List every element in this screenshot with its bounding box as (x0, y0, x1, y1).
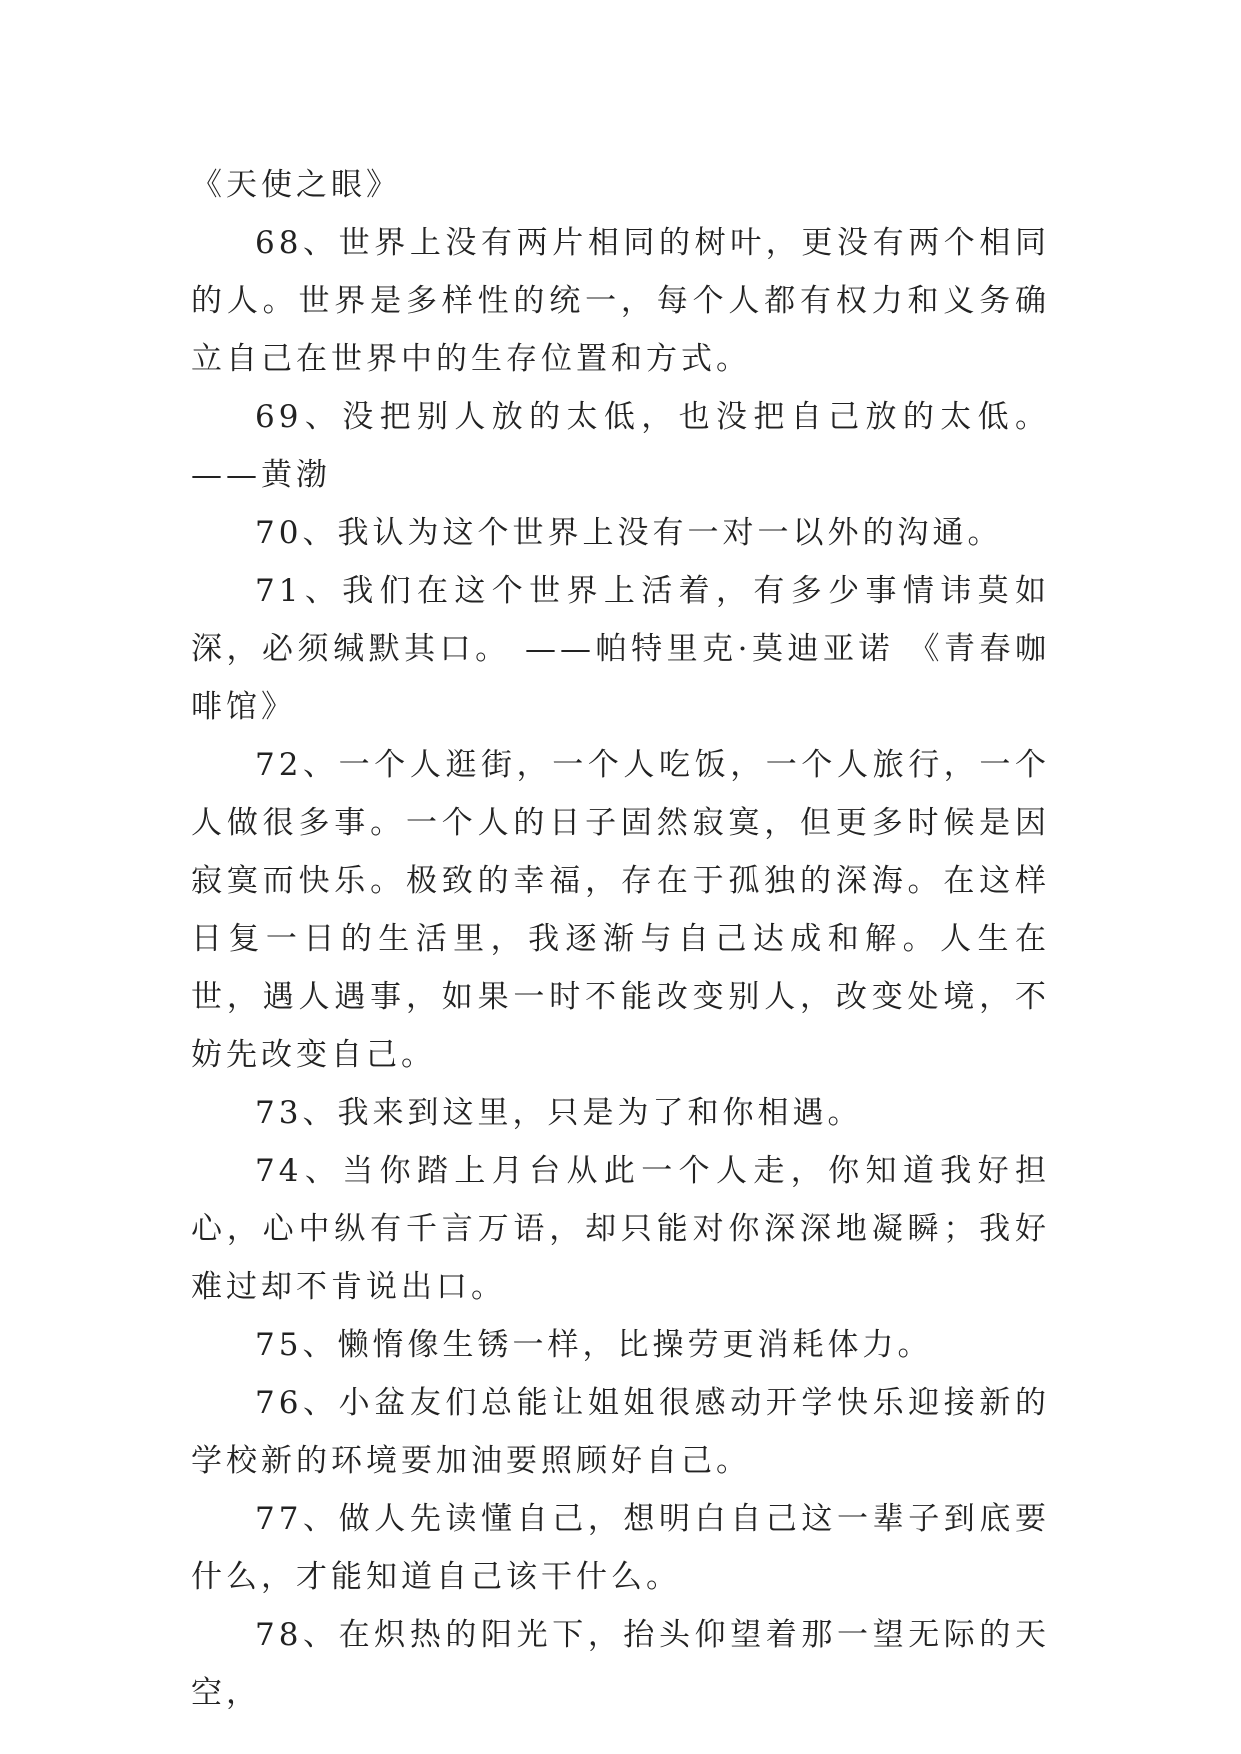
quote-76: 76、小盆友们总能让姐姐很感动开学快乐迎接新的学校新的环境要加油要照顾好自己。 (191, 1385, 1050, 1479)
quote-75: 75、懒惰像生锈一样，比操劳更消耗体力。 (255, 1327, 933, 1363)
quote-74: 74、当你踏上月台从此一个人走，你知道我好担心，心中纵有千言万语，却只能对你深深地凝瞬；我好难过却不肯说出口。 (191, 1153, 1050, 1305)
quote-70: 70、我认为这个世界上没有一对一以外的沟通。 (255, 515, 1003, 551)
document-page (191, 156, 1050, 1722)
source-title-line: 《天使之眼》 (191, 167, 401, 203)
quote-73: 73、我来到这里，只是为了和你相遇。 (255, 1095, 863, 1131)
quote-72: 72、一个人逛街，一个人吃饭，一个人旅行，一个人做很多事。一个人的日子固然寂寞，但更多时候是因寂寞而快乐。极致的幸福，存在于孤独的深海。在这样日复一日的生活里，我逐渐与自己达成和解。人生在世，遇人遇事，如果一时不能改变别人，改变处境，不妨先改变自己。 (191, 747, 1050, 1073)
quote-77: 77、做人先读懂自己，想明白自己这一辈子到底要什么，才能知道自己该干什么。 (191, 1501, 1050, 1595)
quote-68: 68、世界上没有两片相同的树叶，更没有两个相同的人。世界是多样性的统一，每个人都有权力和义务确立自己在世界中的生存位置和方式。 (191, 225, 1050, 377)
quote-71: 71、我们在这个世界上活着，有多少事情讳莫如深，必须缄默其口。 ——帕特里克·莫迪亚诺 《青春咖啡馆》 (191, 573, 1050, 725)
quote-69: 69、没把别人放的太低，也没把自己放的太低。——黄渤 (191, 399, 1050, 493)
quote-78: 78、在炽热的阳光下，抬头仰望着那一望无际的天空， (191, 1617, 1050, 1711)
